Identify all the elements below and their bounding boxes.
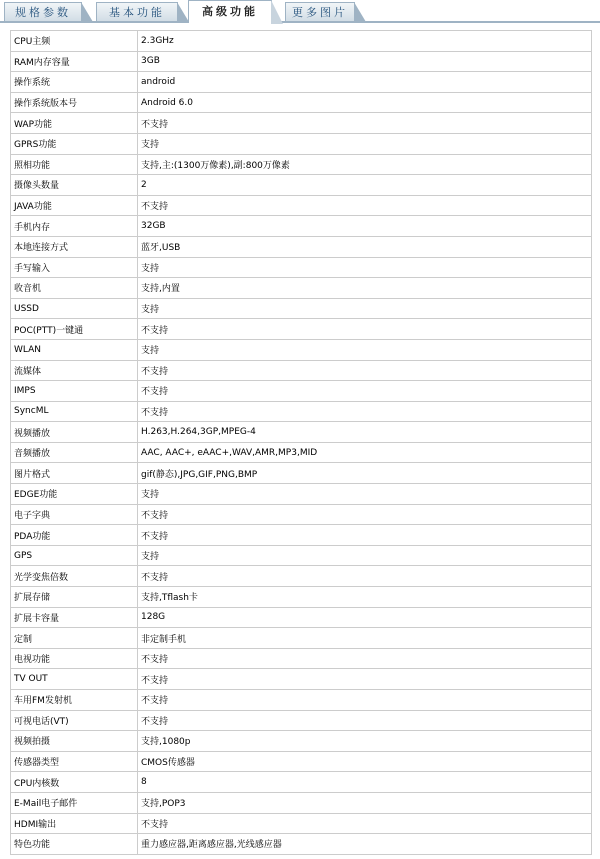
spec-row (11, 710, 592, 731)
spec-value: 支持,POP3 (138, 792, 592, 813)
spec-label: 手机内存 (11, 216, 138, 237)
spec-row (11, 484, 592, 505)
spec-value: 不支持 (138, 566, 592, 587)
spec-label: HDMI输出 (11, 813, 138, 834)
spec-label: 图片格式 (11, 463, 138, 484)
spec-label: 传感器类型 (11, 751, 138, 772)
spec-row (11, 525, 592, 546)
spec-row (11, 236, 592, 257)
spec-value: 重力感应器,距离感应器,光线感应器 (138, 834, 592, 855)
spec-label: 操作系统 (11, 72, 138, 93)
spec-label: 扩展存储 (11, 587, 138, 608)
spec-label: WLAN (11, 339, 138, 360)
spec-label: 本地连接方式 (11, 236, 138, 257)
spec-label: 照相功能 (11, 154, 138, 175)
spec-value: 不支持 (138, 401, 592, 422)
spec-row (11, 772, 592, 793)
spec-row (11, 442, 592, 463)
spec-value: 支持 (138, 257, 592, 278)
spec-label: 手写输入 (11, 257, 138, 278)
spec-row (11, 133, 592, 154)
spec-row (11, 298, 592, 319)
spec-label: PDA功能 (11, 525, 138, 546)
spec-label: WAP功能 (11, 113, 138, 134)
spec-label: IMPS (11, 381, 138, 402)
spec-row (11, 154, 592, 175)
spec-label: 电视功能 (11, 648, 138, 669)
spec-label: 视频拍摄 (11, 731, 138, 752)
spec-row (11, 628, 592, 649)
spec-value: 不支持 (138, 319, 592, 340)
tab-advanced-features[interactable]: 高级功能 (188, 0, 272, 23)
spec-value: 支持,1080p (138, 731, 592, 752)
spec-row (11, 566, 592, 587)
spec-label: 定制 (11, 628, 138, 649)
spec-label: 电子字典 (11, 504, 138, 525)
spec-label: EDGE功能 (11, 484, 138, 505)
spec-label: 车用FM发射机 (11, 690, 138, 711)
spec-value: AAC, AAC+, eAAC+,WAV,AMR,MP3,MID (138, 442, 592, 463)
spec-row (11, 463, 592, 484)
spec-label: 流媒体 (11, 360, 138, 381)
spec-value: 支持 (138, 545, 592, 566)
spec-label: 可视电话(VT) (11, 710, 138, 731)
spec-label: 收音机 (11, 278, 138, 299)
spec-value: 不支持 (138, 113, 592, 134)
spec-row (11, 360, 592, 381)
spec-value: 不支持 (138, 710, 592, 731)
spec-value: 支持,主:(1300万像素),副:800万像素 (138, 154, 592, 175)
spec-row (11, 607, 592, 628)
spec-row (11, 175, 592, 196)
spec-label: 音频播放 (11, 442, 138, 463)
spec-value: 2 (138, 175, 592, 196)
spec-row (11, 72, 592, 93)
spec-row (11, 648, 592, 669)
spec-value: 非定制手机 (138, 628, 592, 649)
spec-row (11, 216, 592, 237)
spec-label: USSD (11, 298, 138, 319)
spec-value: 32GB (138, 216, 592, 237)
spec-value: 不支持 (138, 360, 592, 381)
spec-row (11, 113, 592, 134)
spec-label: SyncML (11, 401, 138, 422)
spec-label: RAM内存容量 (11, 51, 138, 72)
spec-label: GPRS功能 (11, 133, 138, 154)
spec-value: 3GB (138, 51, 592, 72)
spec-value: 支持 (138, 298, 592, 319)
spec-row (11, 751, 592, 772)
spec-label: CPU主频 (11, 31, 138, 52)
spec-row (11, 545, 592, 566)
spec-value: 支持 (138, 484, 592, 505)
tab-more-images[interactable]: 更多图片 (285, 2, 355, 21)
spec-label: 摄像头数量 (11, 175, 138, 196)
spec-row (11, 401, 592, 422)
spec-row (11, 257, 592, 278)
spec-label: 操作系统版本号 (11, 92, 138, 113)
spec-label: POC(PTT)一键通 (11, 319, 138, 340)
spec-label: CPU内核数 (11, 772, 138, 793)
spec-value: 支持 (138, 133, 592, 154)
tab-specs[interactable]: 规格参数 (4, 2, 82, 21)
spec-label: GPS (11, 545, 138, 566)
spec-row (11, 195, 592, 216)
spec-row (11, 731, 592, 752)
spec-label: 扩展卡容量 (11, 607, 138, 628)
spec-value: 不支持 (138, 690, 592, 711)
spec-value: CMOS传感器 (138, 751, 592, 772)
tab-bar-underline (0, 21, 600, 23)
spec-row (11, 422, 592, 443)
spec-value: 不支持 (138, 648, 592, 669)
tab-basic-features[interactable]: 基本功能 (96, 2, 178, 21)
spec-label: TV OUT (11, 669, 138, 690)
spec-row (11, 504, 592, 525)
spec-value: 蓝牙,USB (138, 236, 592, 257)
spec-row (11, 92, 592, 113)
spec-value: 8 (138, 772, 592, 793)
spec-value: 不支持 (138, 195, 592, 216)
spec-label: 视频播放 (11, 422, 138, 443)
spec-row (11, 31, 592, 52)
spec-value: 支持 (138, 339, 592, 360)
spec-value: 128G (138, 607, 592, 628)
spec-row (11, 587, 592, 608)
spec-row (11, 319, 592, 340)
spec-value: 不支持 (138, 669, 592, 690)
spec-value: android (138, 72, 592, 93)
spec-row (11, 834, 592, 855)
spec-row (11, 339, 592, 360)
spec-value: 2.3GHz (138, 31, 592, 52)
spec-value: H.263,H.264,3GP,MPEG-4 (138, 422, 592, 443)
spec-label: E-Mail电子邮件 (11, 792, 138, 813)
tab-bar (0, 0, 600, 24)
spec-label: 特色功能 (11, 834, 138, 855)
spec-value: 支持,内置 (138, 278, 592, 299)
spec-row (11, 690, 592, 711)
spec-row (11, 813, 592, 834)
spec-label: JAVA功能 (11, 195, 138, 216)
spec-value: gif(静态),JPG,GIF,PNG,BMP (138, 463, 592, 484)
spec-table (10, 30, 592, 855)
spec-row (11, 51, 592, 72)
spec-value: Android 6.0 (138, 92, 592, 113)
spec-value: 不支持 (138, 381, 592, 402)
spec-label: 光学变焦倍数 (11, 566, 138, 587)
spec-value: 不支持 (138, 813, 592, 834)
spec-row (11, 669, 592, 690)
spec-row (11, 792, 592, 813)
spec-value: 支持,Tflash卡 (138, 587, 592, 608)
spec-row (11, 278, 592, 299)
spec-row (11, 381, 592, 402)
spec-value: 不支持 (138, 504, 592, 525)
spec-value: 不支持 (138, 525, 592, 546)
